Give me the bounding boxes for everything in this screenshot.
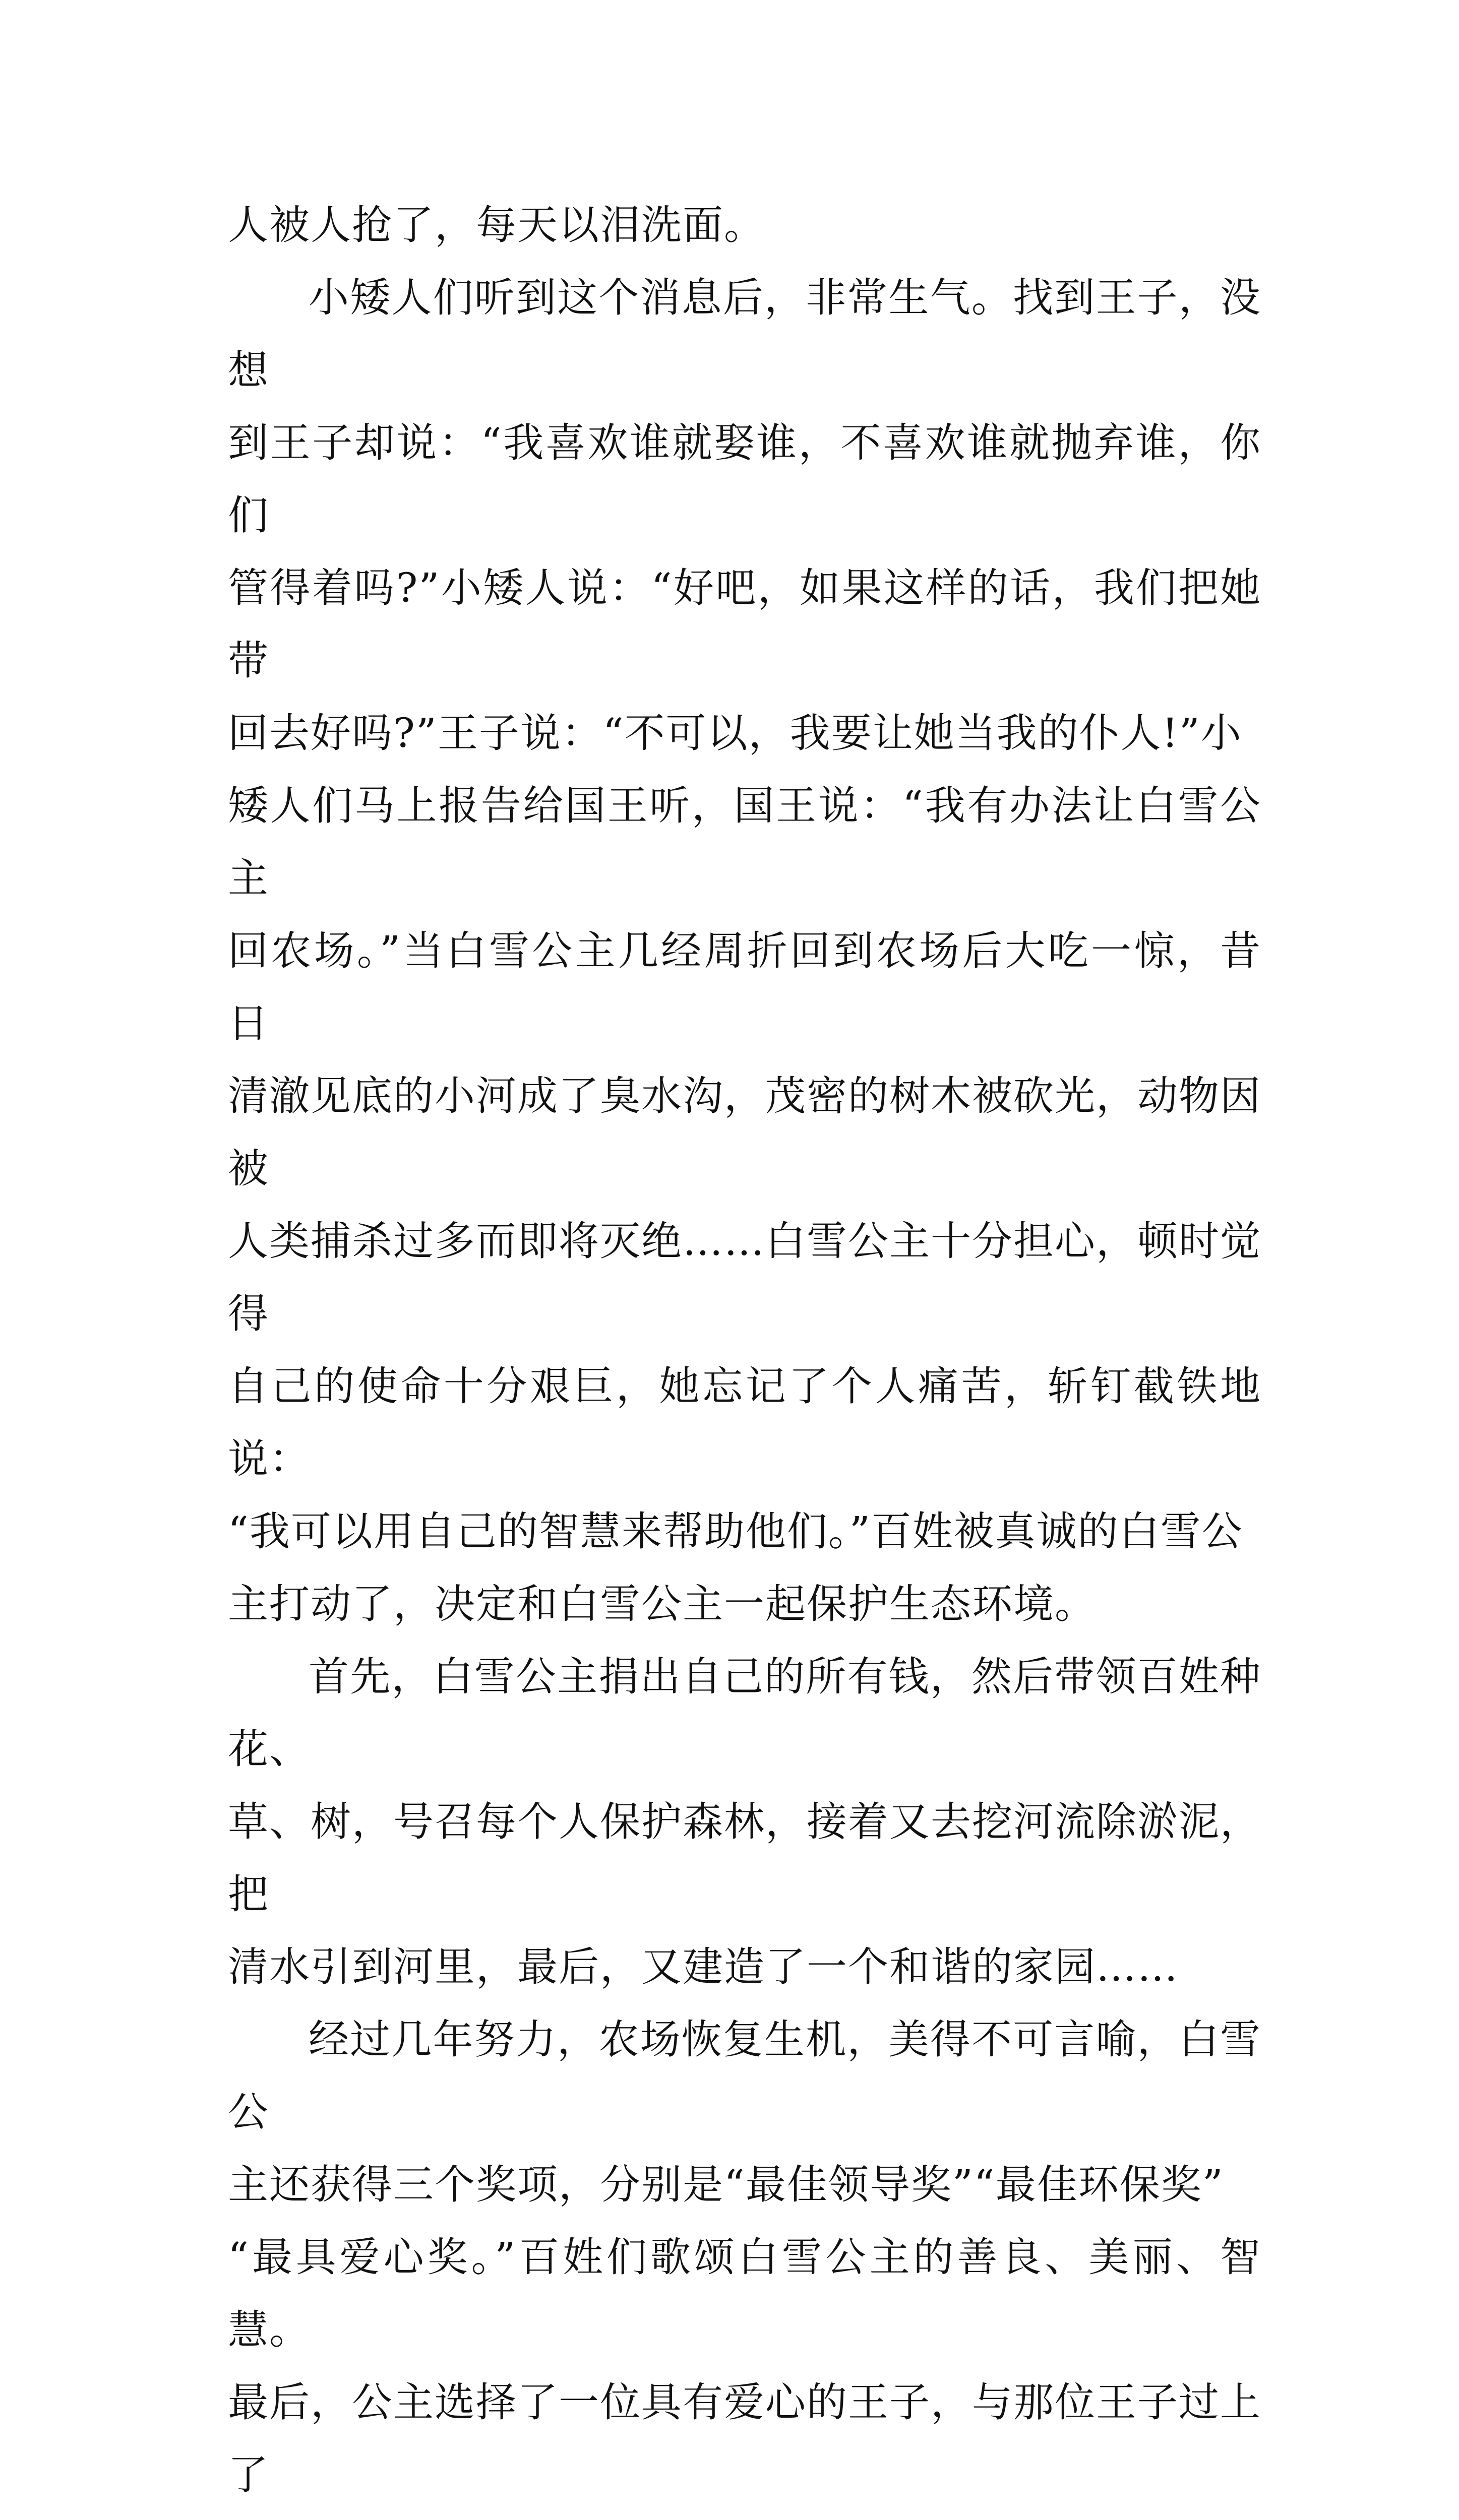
text-line: 人类捕杀过多而即将灭绝……白雪公主十分担心，顿时觉得 <box>228 1218 1261 1337</box>
text-line: “最具爱心奖。”百姓们歌颂白雪公主的善良、美丽、智慧。 <box>228 2234 1261 2353</box>
text-line: 经过几年努力，农场恢复生机，美得不可言喻，白雪公 <box>228 2016 1261 2135</box>
text-line: 小矮人们听到这个消息后，非常生气。找到王子，没想 <box>228 274 1261 394</box>
text-line: 最后，公主选择了一位具有爱心的王子，与那位王子过上了 <box>228 2379 1261 2498</box>
text-line: 主打动了，决定和白雪公主一起保护生态环境。 <box>228 1581 1096 1627</box>
text-line: 管得着吗?”小矮人说：“好吧，如果这样的话，我们把她带 <box>228 564 1261 684</box>
text-line: 自己的使命十分艰巨，她忘记了个人痛苦，斩钉截铁地说： <box>228 1363 1261 1482</box>
text-line: 回去好吗?”王子说：“不可以，我要让她当我的仆人!”小 <box>228 710 1242 757</box>
text-line: 草、树，号召每个人保护森林，接着又去挖河流除淤泥，把 <box>228 1798 1261 1918</box>
paragraph <box>228 1641 1261 2003</box>
text-line: “我可以用自己的智慧来帮助他们。”百姓被真诚的白雪公 <box>228 1508 1243 1555</box>
document-body <box>228 189 1261 2520</box>
text-line: 矮人们马上报告给国王听，国王说：“我有办法让白雪公主 <box>228 782 1261 902</box>
paragraph <box>228 262 1261 1641</box>
text-line: 主还获得三个奖项，分别是“最佳领导奖”“最佳环保奖” <box>228 2161 1224 2208</box>
text-line: 到王子却说：“我喜欢谁就娶谁，不喜欢谁就抛弃谁，你们 <box>228 419 1261 539</box>
text-line: 回农场。”当白雪公主几经周折回到农场后大吃一惊，昔日 <box>228 927 1261 1047</box>
paragraph <box>228 189 1261 262</box>
paragraph <box>228 2003 1261 2520</box>
text-line: 清澈见底的小河成了臭水沟，茂密的树木被砍光，动物因被 <box>228 1073 1261 1192</box>
text-line: 清水引到河里，最后，又建造了一个和谐的家园…… <box>228 1943 1179 1990</box>
text-line: 人被人抢了，每天以泪洗面。 <box>228 202 765 248</box>
text-line <box>228 2511 1261 2520</box>
text-line: 首先，白雪公主捐出自己的所有钱，然后带领百姓种花、 <box>228 1653 1261 1773</box>
